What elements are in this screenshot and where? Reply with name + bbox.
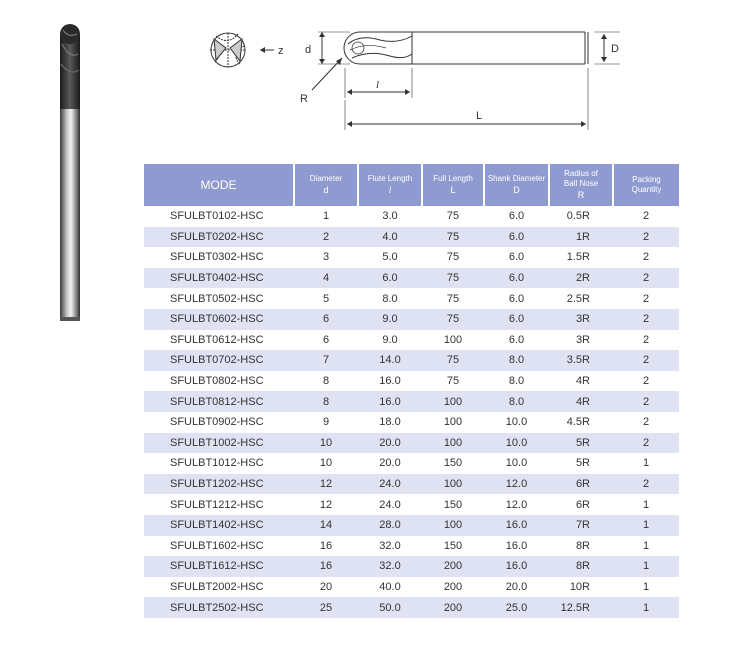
cell-full-length: 75 [446, 210, 460, 223]
cell-flute-length: 9.0 [382, 333, 398, 346]
cell-radius: 4R [549, 391, 613, 412]
cell-shank-diameter: 16.0 [484, 556, 549, 577]
cell-mode: SFULBT0102-HSC [170, 210, 264, 223]
cell-shank-diameter: 25.0 [484, 597, 549, 618]
table-row [144, 597, 679, 618]
cell-radius: 1R [549, 227, 613, 248]
cell-flute-length: 18.0 [379, 416, 401, 429]
header-packing: Packing Quantity [613, 164, 679, 206]
table-row [144, 288, 679, 309]
cell-full-length: 100 [443, 333, 463, 346]
cell-full-length: 150 [443, 457, 463, 470]
cell-shank-diameter: 10.0 [505, 457, 528, 470]
cell-full-length: 150 [443, 498, 463, 511]
cell-radius: 8R [549, 556, 613, 577]
table-row [144, 515, 679, 536]
cell-packing-quantity: 2 [642, 416, 650, 429]
cell-flute-length: 50.0 [358, 597, 422, 618]
cell-radius: 12.5R [549, 597, 613, 618]
technical-drawing [190, 6, 650, 146]
table-row [144, 391, 679, 412]
cell-radius: 7R [549, 515, 613, 536]
cell-mode: SFULBT0202-HSC [144, 227, 294, 248]
cell-radius: 2.5R [566, 292, 590, 305]
cell-mode: SFULBT0302-HSC [170, 251, 264, 264]
cell-shank-diameter: 12.0 [484, 474, 549, 495]
cell-mode: SFULBT0502-HSC [170, 292, 264, 305]
cell-packing-quantity: 2 [613, 391, 679, 412]
table-row [144, 206, 679, 227]
cell-full-length: 75 [446, 292, 460, 305]
cell-shank-diameter: 6.0 [484, 268, 549, 289]
cell-packing-quantity: 2 [642, 210, 650, 223]
table-row [144, 350, 679, 371]
cell-radius: 0.5R [566, 210, 590, 223]
cell-mode: SFULBT0902-HSC [170, 416, 264, 429]
cell-shank-diameter: 10.0 [484, 433, 549, 454]
cell-flute-length: 28.0 [358, 515, 422, 536]
cell-shank-diameter: 6.0 [484, 309, 549, 330]
cell-diameter: 16 [294, 556, 358, 577]
table-row [144, 577, 679, 598]
cell-radius: 1.5R [566, 251, 590, 264]
cell-flute-length: 3.0 [382, 210, 398, 223]
table-header-row [144, 164, 679, 206]
cell-shank-diameter: 10.0 [505, 416, 528, 429]
cell-flute-length: 40.0 [379, 580, 401, 593]
label-R: R [300, 93, 308, 105]
cell-shank-diameter: 6.0 [508, 210, 525, 223]
cell-shank-diameter: 16.0 [484, 515, 549, 536]
cell-mode: SFULBT0402-HSC [144, 268, 294, 289]
cell-radius: 6R [549, 474, 613, 495]
table-row [144, 536, 679, 557]
cell-flute-length: 8.0 [382, 292, 398, 305]
cell-shank-diameter: 6.0 [484, 227, 549, 248]
cell-mode: SFULBT1202-HSC [144, 474, 294, 495]
cell-full-length: 100 [422, 433, 484, 454]
cell-flute-length: 5.0 [382, 251, 398, 264]
cell-flute-length: 16.0 [379, 375, 401, 388]
cell-full-length: 100 [422, 391, 484, 412]
cell-packing-quantity: 1 [613, 597, 679, 618]
cell-packing-quantity: 1 [642, 457, 650, 470]
cell-diameter: 1 [322, 210, 330, 223]
cell-full-length: 75 [446, 251, 460, 264]
table-row [144, 433, 679, 454]
end-mill-side-view [344, 32, 588, 64]
cell-packing-quantity: 1 [642, 498, 650, 511]
cell-mode: SFULBT0702-HSC [144, 350, 294, 371]
cell-full-length: 100 [443, 416, 463, 429]
table-row [144, 330, 679, 351]
end-view-icon [210, 33, 246, 67]
cell-radius: 8R [575, 539, 590, 552]
label-L: L [476, 110, 483, 122]
cell-mode: SFULBT1002-HSC [144, 433, 294, 454]
cell-diameter: 6 [294, 309, 358, 330]
table-row [144, 247, 679, 268]
cell-packing-quantity: 2 [613, 268, 679, 289]
cell-packing-quantity: 1 [613, 556, 679, 577]
cell-full-length: 75 [422, 268, 484, 289]
cell-full-length: 75 [422, 227, 484, 248]
cell-shank-diameter: 8.0 [508, 375, 525, 388]
cell-flute-length: 24.0 [358, 474, 422, 495]
cell-full-length: 150 [443, 539, 463, 552]
cell-mode: SFULBT1612-HSC [144, 556, 294, 577]
cell-flute-length: 14.0 [358, 350, 422, 371]
table-row [144, 371, 679, 392]
cell-flute-length: 16.0 [358, 391, 422, 412]
cell-flute-length: 6.0 [358, 268, 422, 289]
table-row [144, 268, 679, 289]
spec-table [144, 164, 679, 618]
cell-mode: SFULBT2002-HSC [170, 580, 264, 593]
cell-diameter: 16 [319, 539, 333, 552]
label-d: d [305, 44, 312, 56]
cell-shank-diameter: 6.0 [508, 292, 525, 305]
cell-packing-quantity: 2 [613, 433, 679, 454]
cell-radius: 3R [549, 309, 613, 330]
cell-packing-quantity: 2 [613, 350, 679, 371]
cell-packing-quantity: 2 [613, 227, 679, 248]
cell-radius: 2R [549, 268, 613, 289]
cell-mode: SFULBT0802-HSC [170, 375, 264, 388]
cell-flute-length: 32.0 [379, 539, 401, 552]
cell-packing-quantity: 2 [642, 251, 650, 264]
cell-packing-quantity: 2 [642, 375, 650, 388]
cell-mode: SFULBT0612-HSC [170, 333, 264, 346]
cell-diameter: 8 [322, 375, 330, 388]
cell-radius: 4.5R [566, 416, 590, 429]
cell-mode: SFULBT1602-HSC [170, 539, 264, 552]
cell-flute-length: 4.0 [358, 227, 422, 248]
cell-diameter: 14 [294, 515, 358, 536]
cell-radius: 4R [575, 375, 590, 388]
table-row [144, 309, 679, 330]
cell-diameter: 6 [322, 333, 330, 346]
table-row [144, 494, 679, 515]
cell-shank-diameter: 8.0 [484, 350, 549, 371]
cell-mode: SFULBT0602-HSC [144, 309, 294, 330]
cell-full-length: 75 [446, 375, 460, 388]
cell-flute-length: 20.0 [358, 433, 422, 454]
cell-flute-length: 32.0 [358, 556, 422, 577]
cell-diameter: 4 [294, 268, 358, 289]
table-row [144, 556, 679, 577]
header-shank-diameter: Shank Diameter D [484, 164, 549, 206]
cell-diameter: 5 [322, 292, 330, 305]
cell-shank-diameter: 6.0 [508, 333, 525, 346]
cell-mode: SFULBT2502-HSC [144, 597, 294, 618]
header-radius: Radius of Ball Nose R [549, 164, 613, 206]
cell-packing-quantity: 2 [642, 292, 650, 305]
cell-radius: 6R [575, 498, 590, 511]
cell-mode: SFULBT0812-HSC [144, 391, 294, 412]
cell-radius: 10R [569, 580, 590, 593]
cell-full-length: 100 [422, 515, 484, 536]
cell-radius: 3.5R [549, 350, 613, 371]
cell-diameter: 20 [319, 580, 333, 593]
cell-full-length: 200 [422, 597, 484, 618]
cell-diameter: 10 [294, 433, 358, 454]
cell-diameter: 12 [319, 498, 333, 511]
cell-packing-quantity: 2 [613, 309, 679, 330]
label-D: D [611, 43, 619, 55]
cell-mode: SFULBT1212-HSC [170, 498, 264, 511]
cell-radius: 5R [549, 433, 613, 454]
cell-full-length: 75 [422, 309, 484, 330]
cell-packing-quantity: 2 [613, 474, 679, 495]
cell-radius: 5R [575, 457, 590, 470]
cell-shank-diameter: 8.0 [484, 391, 549, 412]
cell-diameter: 7 [294, 350, 358, 371]
cell-radius: 3R [575, 333, 590, 346]
table-row [144, 227, 679, 248]
cell-packing-quantity: 1 [613, 515, 679, 536]
cell-full-length: 200 [422, 556, 484, 577]
cell-full-length: 200 [443, 580, 463, 593]
header-full-length: Full Length L [422, 164, 484, 206]
cell-packing-quantity: 2 [642, 333, 650, 346]
cell-diameter: 8 [294, 391, 358, 412]
cell-diameter: 2 [294, 227, 358, 248]
table-row [144, 412, 679, 433]
cell-packing-quantity: 1 [642, 580, 650, 593]
cell-diameter: 9 [322, 416, 330, 429]
cell-diameter: 10 [319, 457, 333, 470]
cell-shank-diameter: 16.0 [505, 539, 528, 552]
cell-flute-length: 20.0 [379, 457, 401, 470]
label-l: l [376, 79, 380, 91]
cell-shank-diameter: 20.0 [505, 580, 528, 593]
cell-flute-length: 9.0 [358, 309, 422, 330]
table-row [144, 453, 679, 474]
cell-mode: SFULBT1012-HSC [170, 457, 264, 470]
cell-full-length: 75 [422, 350, 484, 371]
header-mode: MODE [144, 164, 294, 206]
cell-flute-length: 24.0 [379, 498, 401, 511]
cell-packing-quantity: 1 [642, 539, 650, 552]
header-flute-length: Flute Length l [358, 164, 422, 206]
cell-diameter: 12 [294, 474, 358, 495]
header-diameter: Diameter d [294, 164, 358, 206]
table-row [144, 474, 679, 495]
cell-diameter: 3 [322, 251, 330, 264]
end-mill-photo [50, 14, 90, 324]
label-z: z [278, 45, 284, 57]
cell-diameter: 25 [294, 597, 358, 618]
cell-mode: SFULBT1402-HSC [144, 515, 294, 536]
cell-shank-diameter: 12.0 [505, 498, 528, 511]
cell-shank-diameter: 6.0 [508, 251, 525, 264]
cell-full-length: 100 [422, 474, 484, 495]
